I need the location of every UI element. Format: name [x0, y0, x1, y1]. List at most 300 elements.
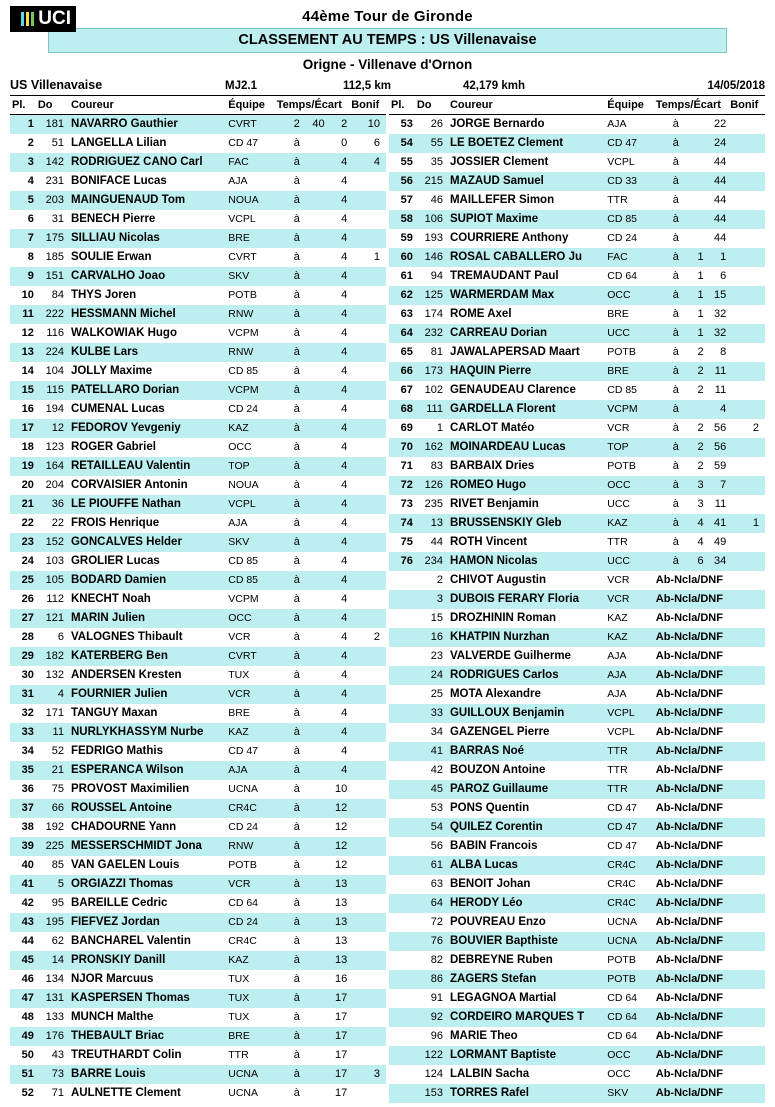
cell-number: 185: [45, 251, 64, 263]
cell-time-h: à: [293, 517, 300, 529]
table-row[interactable]: [389, 457, 765, 476]
table-row[interactable]: [389, 191, 765, 210]
cell-time-s: 0: [341, 137, 348, 149]
meta-speed: 42,179 kmh: [463, 80, 526, 92]
table-row[interactable]: [389, 609, 765, 628]
table-row[interactable]: [389, 951, 765, 970]
cell-time-m: [681, 210, 706, 229]
cell-team: TTR: [607, 194, 628, 206]
logo-text: UCI: [38, 8, 71, 29]
cell-time-m: [302, 286, 327, 305]
cell-number: 103: [45, 555, 64, 567]
table-row[interactable]: [10, 590, 386, 609]
cell-team: CD 47: [607, 802, 638, 814]
table-row[interactable]: [10, 932, 386, 951]
cell-rider: MAILLEFER Simon: [449, 194, 555, 206]
cell-time-s: 44: [713, 156, 727, 168]
cell-rider: HAMON Nicolas: [445, 552, 604, 571]
table-row[interactable]: [10, 267, 386, 286]
cell-time-m: [302, 1046, 327, 1065]
cell-place: 48: [21, 1011, 34, 1023]
cell-number: 125: [415, 286, 445, 305]
cell-number: 152: [36, 533, 66, 552]
cell-team: OCC: [607, 1068, 631, 1080]
table-row[interactable]: [389, 438, 765, 457]
cell-number: 3: [415, 590, 445, 609]
cell-time-m: [302, 989, 327, 1008]
table-row[interactable]: [389, 1008, 765, 1027]
cell-time-h: à: [654, 210, 681, 229]
cell-rider: LALBIN Sacha: [449, 1068, 530, 1080]
cell-number: 225: [36, 837, 66, 856]
table-row[interactable]: [389, 324, 765, 343]
cell-bonus: [349, 305, 386, 324]
cell-bonus: [349, 495, 386, 514]
table-row[interactable]: [389, 229, 765, 248]
table-row[interactable]: [389, 799, 765, 818]
cell-time-h: à: [293, 555, 300, 567]
cell-time-s: 4: [341, 403, 348, 415]
cell-team: POTB: [228, 289, 257, 301]
table-row[interactable]: [10, 286, 386, 305]
table-row[interactable]: [10, 305, 386, 324]
cell-number: 13: [415, 514, 445, 533]
cell-time-s: 4: [341, 593, 348, 605]
cell-rider: LE PIOUFFE Nathan: [66, 495, 225, 514]
table-row[interactable]: [389, 970, 765, 989]
table-row[interactable]: [389, 590, 765, 609]
cell-rider: HESSMANN Michel: [66, 305, 225, 324]
cell-time-m: [302, 761, 327, 780]
table-row[interactable]: [10, 818, 386, 837]
cell-rider: DUBOIS FERARY Floria: [445, 590, 604, 609]
cell-number: 142: [36, 153, 66, 172]
cell-number: 71: [51, 1087, 64, 1099]
cell-time-m: 2: [697, 460, 704, 472]
table-row[interactable]: [10, 571, 386, 590]
cell-rider: WALKOWIAK Hugo: [70, 327, 177, 339]
cell-time-s: 17: [334, 1049, 348, 1061]
table-row[interactable]: [10, 951, 386, 970]
cell-rider: HERODY Léo: [445, 894, 604, 913]
table-row[interactable]: [10, 780, 386, 799]
cell-place: 25: [10, 571, 36, 590]
cell-time-m: 1: [697, 308, 704, 320]
cell-bonus: [349, 780, 386, 799]
cell-bonus: [349, 457, 386, 476]
cell-bonus: [728, 153, 765, 172]
table-row[interactable]: [10, 324, 386, 343]
cell-time-s: 12: [334, 821, 348, 833]
table-row[interactable]: [389, 894, 765, 913]
cell-team: VCPM: [228, 593, 259, 605]
cell-time-m: [302, 1065, 327, 1084]
table-row[interactable]: [10, 172, 386, 191]
table-row[interactable]: [389, 571, 765, 590]
cell-time-s: 11: [714, 498, 727, 510]
table-row[interactable]: [389, 419, 765, 438]
cell-number: 1: [436, 422, 443, 434]
cell-bonus: [349, 210, 386, 229]
table-row[interactable]: [389, 514, 765, 533]
cell-team: AJA: [225, 761, 275, 780]
cell-bonus: [349, 571, 386, 590]
cell-team: AJA: [607, 688, 627, 700]
cell-time-m: [302, 1084, 327, 1103]
cell-time-s: 22: [713, 118, 727, 131]
table-row[interactable]: [10, 248, 386, 267]
cell-bonus: [728, 286, 765, 305]
cell-team: CVRT: [225, 647, 275, 666]
table-row[interactable]: [10, 875, 386, 894]
cell-place: [389, 723, 415, 742]
cell-time-m: [302, 894, 327, 913]
table-row[interactable]: [10, 989, 386, 1008]
table-row[interactable]: [10, 837, 386, 856]
cell-rider: BENOIT Johan: [449, 878, 531, 890]
table-row[interactable]: [389, 989, 765, 1008]
cell-team: CD 47: [228, 745, 259, 757]
logo-bars-icon: [21, 12, 34, 26]
table-row[interactable]: [389, 400, 765, 419]
cell-number: 132: [45, 669, 64, 681]
table-row[interactable]: [10, 153, 386, 172]
cell-time-h: à: [275, 533, 302, 552]
cell-number: 33: [415, 704, 445, 723]
cell-time-m: [302, 1027, 327, 1046]
table-row[interactable]: [389, 704, 765, 723]
cell-time-m: [302, 647, 327, 666]
table-row[interactable]: [10, 1027, 386, 1046]
table-row[interactable]: [10, 115, 386, 134]
cell-place: [389, 1065, 415, 1084]
cell-team: TUX: [225, 989, 275, 1008]
table-row[interactable]: [10, 362, 386, 381]
cell-time-h: à: [293, 631, 300, 643]
cell-bonus: 2: [752, 422, 759, 434]
table-row[interactable]: [10, 229, 386, 248]
cell-place: 50: [21, 1049, 34, 1061]
cell-time-h: à: [275, 343, 302, 362]
cell-number: 122: [415, 1046, 445, 1065]
table-row[interactable]: [10, 400, 386, 419]
cell-team: SKV: [604, 1084, 654, 1103]
cell-time-h: à: [672, 118, 679, 131]
cell-rider: GROLIER Lucas: [70, 555, 160, 567]
cell-place: [389, 609, 415, 628]
table-row[interactable]: [10, 647, 386, 666]
table-row[interactable]: [10, 457, 386, 476]
cell-rider: TREUTHARDT Colin: [70, 1049, 182, 1061]
cell-number: 86: [415, 970, 445, 989]
cell-place: [389, 1008, 415, 1027]
cell-bonus: [728, 476, 765, 495]
cell-place: 24: [21, 555, 34, 567]
table-row[interactable]: [389, 685, 765, 704]
cell-team: OCC: [604, 476, 654, 495]
table-row[interactable]: [389, 552, 765, 571]
cell-place: 3: [10, 153, 36, 172]
cell-time-h: à: [672, 308, 679, 320]
cell-time-s: 44: [706, 172, 729, 191]
cell-place: [389, 799, 415, 818]
table-row[interactable]: [389, 153, 765, 172]
cell-bonus: 2: [373, 631, 380, 643]
table-row[interactable]: [10, 1008, 386, 1027]
cell-place: 55: [400, 156, 413, 168]
cell-time-h: à: [672, 498, 679, 510]
cell-status: Ab-Ncla/DNF: [654, 856, 765, 875]
cell-team: UCC: [607, 498, 630, 510]
table-row[interactable]: [389, 172, 765, 191]
cell-time-h: à: [275, 305, 302, 324]
table-row[interactable]: [389, 628, 765, 647]
cell-time-m: [302, 552, 327, 571]
cell-bonus: [349, 229, 386, 248]
table-row[interactable]: [10, 799, 386, 818]
table-row[interactable]: [389, 248, 765, 267]
cell-bonus: [349, 913, 386, 932]
cell-rider: CARREAU Dorian: [445, 324, 604, 343]
table-row[interactable]: [389, 305, 765, 324]
cell-time-s: 4: [327, 647, 350, 666]
cell-rider: AULNETTE Clement: [70, 1087, 181, 1099]
table-row[interactable]: [10, 476, 386, 495]
cell-place: 60: [389, 248, 415, 267]
meta-team: US Villenavaise: [10, 78, 103, 92]
table-row[interactable]: [389, 210, 765, 229]
cell-team: BRE: [228, 707, 250, 719]
cell-rider: MARIE Theo: [449, 1030, 518, 1042]
table-row[interactable]: [389, 286, 765, 305]
cell-rider: VAN GAELEN Louis: [70, 859, 180, 871]
cell-place: 51: [10, 1065, 36, 1084]
table-row[interactable]: [10, 495, 386, 514]
table-row[interactable]: [10, 723, 386, 742]
table-row[interactable]: [389, 476, 765, 495]
cell-team: TUX: [228, 1011, 250, 1023]
table-row[interactable]: [10, 381, 386, 400]
cell-time-s: 7: [706, 476, 729, 495]
cell-team: SKV: [225, 267, 275, 286]
cell-bonus: [728, 172, 765, 191]
cell-time-m: [681, 229, 706, 248]
table-row[interactable]: [389, 533, 765, 552]
cell-time-s: 4: [341, 479, 348, 491]
cell-rider: HAQUIN Pierre: [445, 362, 604, 381]
table-row[interactable]: [389, 837, 765, 856]
cell-time-s: 11: [706, 362, 729, 381]
cell-time-m: [302, 590, 327, 609]
cell-bonus: [728, 381, 765, 400]
cell-number: 151: [36, 267, 66, 286]
cell-time-h: à: [275, 1027, 302, 1046]
table-row[interactable]: [10, 438, 386, 457]
cell-bonus: [349, 704, 386, 723]
table-row[interactable]: [389, 742, 765, 761]
table-row[interactable]: [10, 666, 386, 685]
table-row[interactable]: [10, 685, 386, 704]
table-row[interactable]: [10, 343, 386, 362]
table-row[interactable]: [10, 856, 386, 875]
cell-place: [389, 647, 415, 666]
cell-bonus: [728, 552, 765, 571]
cell-rider: BARBAIX Dries: [449, 460, 535, 472]
cell-bonus: [728, 134, 765, 153]
cell-rider: DEBREYNE Ruben: [449, 954, 553, 966]
table-row[interactable]: [10, 609, 386, 628]
table-row[interactable]: [10, 419, 386, 438]
cell-team: CD 64: [607, 270, 638, 282]
table-row[interactable]: [10, 970, 386, 989]
cell-rider: KASPERSEN Thomas: [66, 989, 225, 1008]
cell-time-s: 4: [327, 609, 350, 628]
cell-place: [389, 951, 415, 970]
table-header-row: [389, 98, 765, 115]
cell-team: POTB: [607, 460, 636, 472]
table-row[interactable]: [10, 704, 386, 723]
table-row[interactable]: [389, 267, 765, 286]
table-row[interactable]: [10, 210, 386, 229]
cell-time-s: 4: [327, 495, 350, 514]
table-row[interactable]: [10, 533, 386, 552]
cell-rider: NURLYKHASSYM Nurbe: [66, 723, 225, 742]
cell-bonus: [728, 495, 765, 514]
cell-rider: JAWALAPERSAD Maart: [449, 346, 580, 358]
cell-team: CD 47: [607, 840, 638, 852]
cell-rider: BOUVIER Bapthiste: [445, 932, 604, 951]
cell-time-h: à: [293, 289, 300, 301]
table-row[interactable]: [10, 134, 386, 153]
cell-time-s: 44: [713, 232, 727, 244]
page-title: 44ème Tour de Gironde: [302, 8, 473, 25]
cell-bonus: [728, 229, 765, 248]
cell-number: 44: [430, 536, 443, 548]
table-row[interactable]: [10, 514, 386, 533]
table-row[interactable]: [389, 666, 765, 685]
cell-time-s: 12: [334, 859, 348, 871]
cell-status: Ab-Ncla/DNF: [654, 780, 765, 799]
cell-number: 35: [430, 156, 443, 168]
cell-bonus: [349, 324, 386, 343]
table-row[interactable]: [10, 894, 386, 913]
cell-rider: POUVREAU Enzo: [449, 916, 546, 928]
table-row[interactable]: [389, 362, 765, 381]
cell-number: 51: [51, 137, 64, 149]
cell-time-m: [302, 438, 327, 457]
cell-number: 4: [36, 685, 66, 704]
table-row[interactable]: [389, 495, 765, 514]
cell-place: 23: [10, 533, 36, 552]
table-row[interactable]: [10, 191, 386, 210]
cell-time-s: 12: [327, 837, 350, 856]
cell-status: Ab-Ncla/DNF: [655, 954, 723, 966]
cell-time-h: à: [293, 745, 300, 757]
cell-place: 19: [10, 457, 36, 476]
cell-rider: BODARD Damien: [66, 571, 225, 590]
cell-rider: BOUZON Antoine: [449, 764, 546, 776]
col-header-team: Équipe: [225, 98, 275, 115]
table-row[interactable]: [389, 780, 765, 799]
cell-place: [389, 761, 415, 780]
table-row[interactable]: [389, 913, 765, 932]
table-row[interactable]: [10, 552, 386, 571]
cell-status: Ab-Ncla/DNF: [654, 818, 765, 837]
cell-number: 76: [415, 932, 445, 951]
cell-status: Ab-Ncla/DNF: [655, 726, 723, 738]
meta-row: [10, 78, 765, 96]
table-row[interactable]: [389, 381, 765, 400]
cell-time-m: [302, 609, 327, 628]
cell-rider: NAVARRO Gauthier: [66, 115, 225, 134]
table-row[interactable]: [389, 1084, 765, 1103]
cell-team: UCNA: [225, 1065, 275, 1084]
table-row[interactable]: [389, 115, 765, 134]
cell-rider: CHADOURNE Yann: [70, 821, 177, 833]
cell-time-s: 44: [706, 210, 729, 229]
table-row[interactable]: [10, 1065, 386, 1084]
cell-team: CD 33: [604, 172, 654, 191]
cell-number: 215: [415, 172, 445, 191]
cell-place: 41: [10, 875, 36, 894]
cell-team: CD 47: [604, 134, 654, 153]
cell-rider: LEGAGNOA Martial: [449, 992, 557, 1004]
table-row[interactable]: [389, 647, 765, 666]
table-row[interactable]: [389, 1065, 765, 1084]
table-row[interactable]: [10, 742, 386, 761]
cell-time-s: 4: [341, 745, 348, 757]
table-row[interactable]: [389, 1027, 765, 1046]
cell-number: 162: [415, 438, 445, 457]
cell-time-m: [681, 400, 706, 419]
cell-time-h: à: [275, 951, 302, 970]
table-row[interactable]: [10, 1046, 386, 1065]
cell-number: 75: [51, 783, 64, 795]
cell-time-h: à: [275, 723, 302, 742]
table-row[interactable]: [389, 856, 765, 875]
cell-time-m: 2: [681, 362, 706, 381]
table-row[interactable]: [10, 1084, 386, 1103]
cell-number: 43: [51, 1049, 64, 1061]
cell-time-s: 4: [327, 267, 350, 286]
col-header-bonus: Bonif: [728, 98, 765, 115]
cell-status: Ab-Ncla/DNF: [655, 574, 723, 586]
table-row[interactable]: [389, 343, 765, 362]
cell-bonus: 6: [373, 137, 380, 149]
cell-time-s: 12: [327, 799, 350, 818]
cell-bonus: [728, 438, 765, 457]
cell-rider: CARLOT Matéo: [449, 422, 535, 434]
cell-status: Ab-Ncla/DNF: [654, 1008, 765, 1027]
table-row[interactable]: [389, 723, 765, 742]
table-row[interactable]: [389, 1046, 765, 1065]
cell-number: 15: [430, 612, 443, 624]
table-row[interactable]: [10, 913, 386, 932]
table-row[interactable]: [10, 628, 386, 647]
cell-bonus: [349, 400, 386, 419]
cell-rider: VALOGNES Thibault: [70, 631, 183, 643]
table-row[interactable]: [389, 818, 765, 837]
table-row[interactable]: [389, 761, 765, 780]
cell-place: 6: [27, 213, 34, 225]
cell-number: 116: [46, 327, 64, 339]
table-row[interactable]: [389, 932, 765, 951]
table-row[interactable]: [389, 875, 765, 894]
cell-team: VCPM: [604, 400, 654, 419]
table-row[interactable]: [10, 761, 386, 780]
cell-time-m: [302, 476, 327, 495]
table-row[interactable]: [389, 134, 765, 153]
